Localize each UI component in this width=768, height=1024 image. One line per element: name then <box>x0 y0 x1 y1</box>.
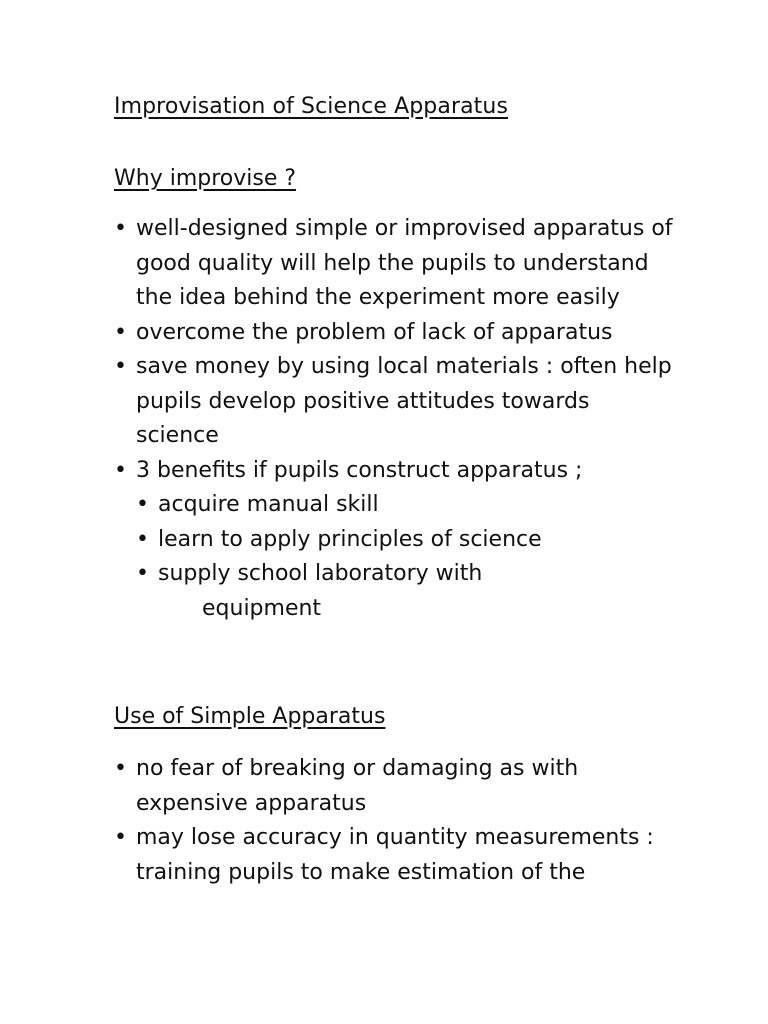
list-item-text: may lose accuracy in quantity measurements : training pupils to make estimation of the <box>136 825 654 885</box>
list-item-text: no fear of breaking or damaging as with expensive apparatus <box>136 756 579 816</box>
list-item <box>114 821 674 890</box>
list-item-text: overcome the problem of lack of apparatus <box>136 319 613 345</box>
sub-list-item <box>136 557 674 626</box>
bullet-list-why-improvise <box>114 212 674 626</box>
section-heading-why-improvise: Why improvise ? <box>114 166 297 191</box>
sub-list-item-text: learn to apply principles of science <box>158 526 542 552</box>
sub-list-item-text: acquire manual skill <box>158 492 379 517</box>
list-item <box>114 454 674 627</box>
list-item-text: 3 benefits if pupils construct apparatus ; <box>136 457 583 483</box>
sub-list-item-text: supply school laboratory with <box>158 561 483 586</box>
list-item <box>114 350 674 454</box>
document-title: Improvisation of Science Apparatus <box>114 94 509 119</box>
list-item-text: well-designed simple or improvised apparatus of good quality will help the pupils to understand the idea behind the experiment more easily <box>136 216 673 310</box>
sub-list-item <box>136 488 674 523</box>
sub-list-item-continuation: equipment <box>202 595 322 621</box>
list-item <box>114 316 674 351</box>
sub-bullet-list-benefits <box>136 488 674 626</box>
bullet-list-use-of-simple-apparatus <box>114 752 674 890</box>
sub-list-item <box>136 523 674 558</box>
list-item-text: save money by using local materials : often help pupils develop positive attitudes towards science <box>136 354 672 448</box>
section-heading-use-of-simple-apparatus: Use of Simple Apparatus <box>114 704 386 729</box>
list-item <box>114 212 674 316</box>
list-item <box>114 752 674 821</box>
